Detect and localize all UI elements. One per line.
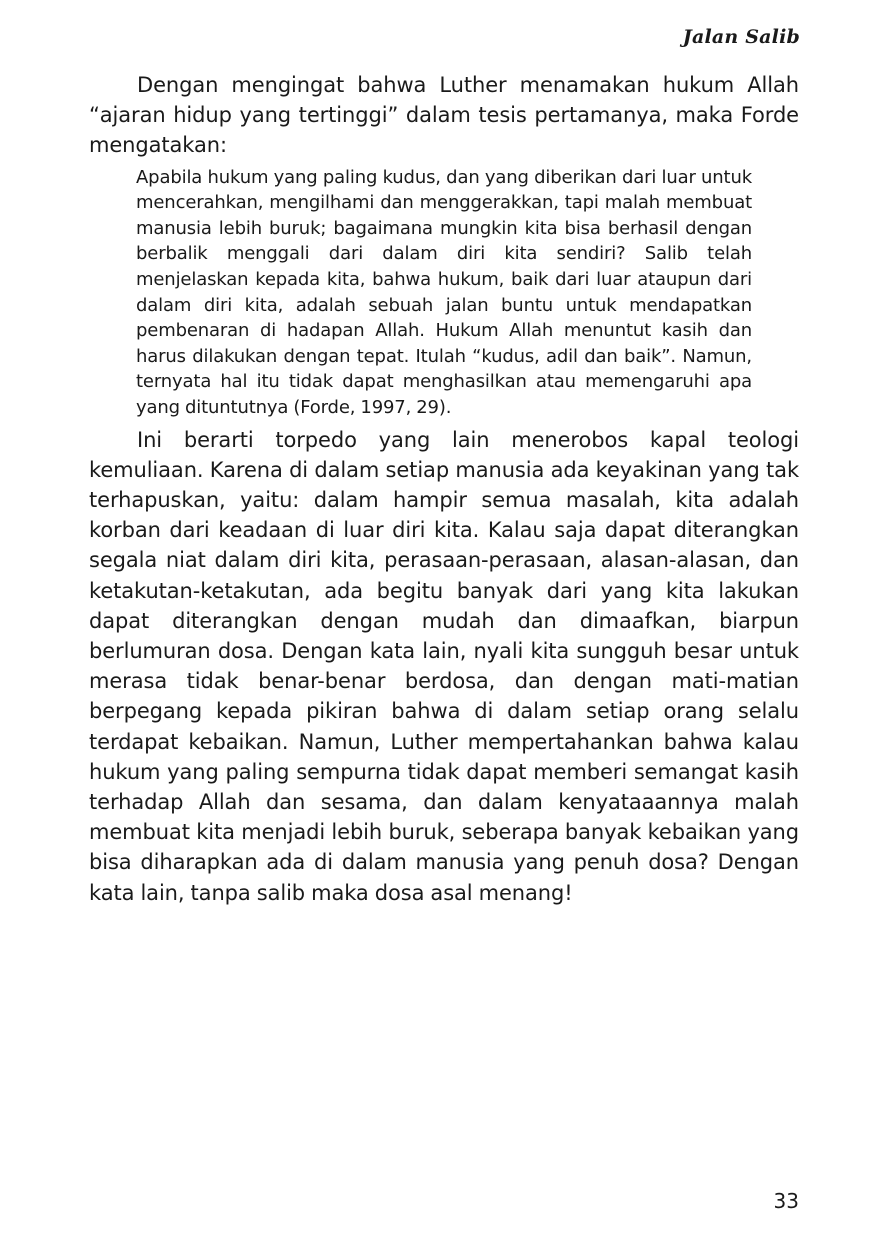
running-header-title: Jalan Salib	[682, 26, 800, 48]
body-paragraph-1: Dengan mengingat bahwa Luther menamakan hukum Allah “ajaran hidup yang tertinggi” dalam tesis pertamanya, maka Forde mengatakan:	[89, 73, 799, 158]
page-number: 33	[773, 1189, 799, 1213]
block-quote: Apabila hukum yang paling kudus, dan yang diberikan dari luar untuk mencerahkan, mengilhami dan menggerakkan, tapi malah membuat manusia lebih buruk; bagaimana mungkin kita bisa berhasil dengan berbalik menggali dari dalam diri kita sendiri? Salib telah menjelaskan kepada kita, bahwa hukum, baik dari luar ataupun dari dalam diri kita, adalah sebuah jalan buntu untuk mendapatkan pembenaran di hadapan Allah. Hukum Allah menuntut kasih dan harus dilakukan dengan tepat. Itulah “kudus, adil dan baik”. Namun, ternyata hal itu tidak dapat menghasilkan atau memengaruhi apa yang dituntutnya (Forde, 1997, 29).	[136, 166, 752, 418]
page-body	[89, 70, 799, 908]
body-paragraph-2: Ini berarti torpedo yang lain menerobos kapal teologi kemuliaan. Karena di dalam setiap manusia ada keyakinan yang tak terhapuskan, yaitu: dalam hampir semua masalah, kita adalah korban dari keadaan di luar diri kita. Kalau saja dapat diterangkan segala niat dalam diri kita, perasaan-perasaan, alasan-alasan, dan ketakutan-ketakutan, ada begitu banyak dari yang kita lakukan dapat diterangkan dengan mudah dan dimaafkan, biarpun berlumuran dosa. Dengan kata lain, nyali kita sungguh besar untuk merasa tidak benar-benar berdosa, dan dengan mati-matian berpegang kepada pikiran bahwa di dalam setiap orang selalu terdapat kebaikan. Namun, Luther mempertahankan bahwa kalau hukum yang paling sempurna tidak dapat memberi semangat kasih terhadap Allah dan sesama, dan dalam kenyataaannya malah membuat kita menjadi lebih buruk, seberapa banyak kebaikan yang bisa diharapkan ada di dalam manusia yang penuh dosa? Dengan kata lain, tanpa salib maka dosa asal menang!	[89, 427, 799, 905]
